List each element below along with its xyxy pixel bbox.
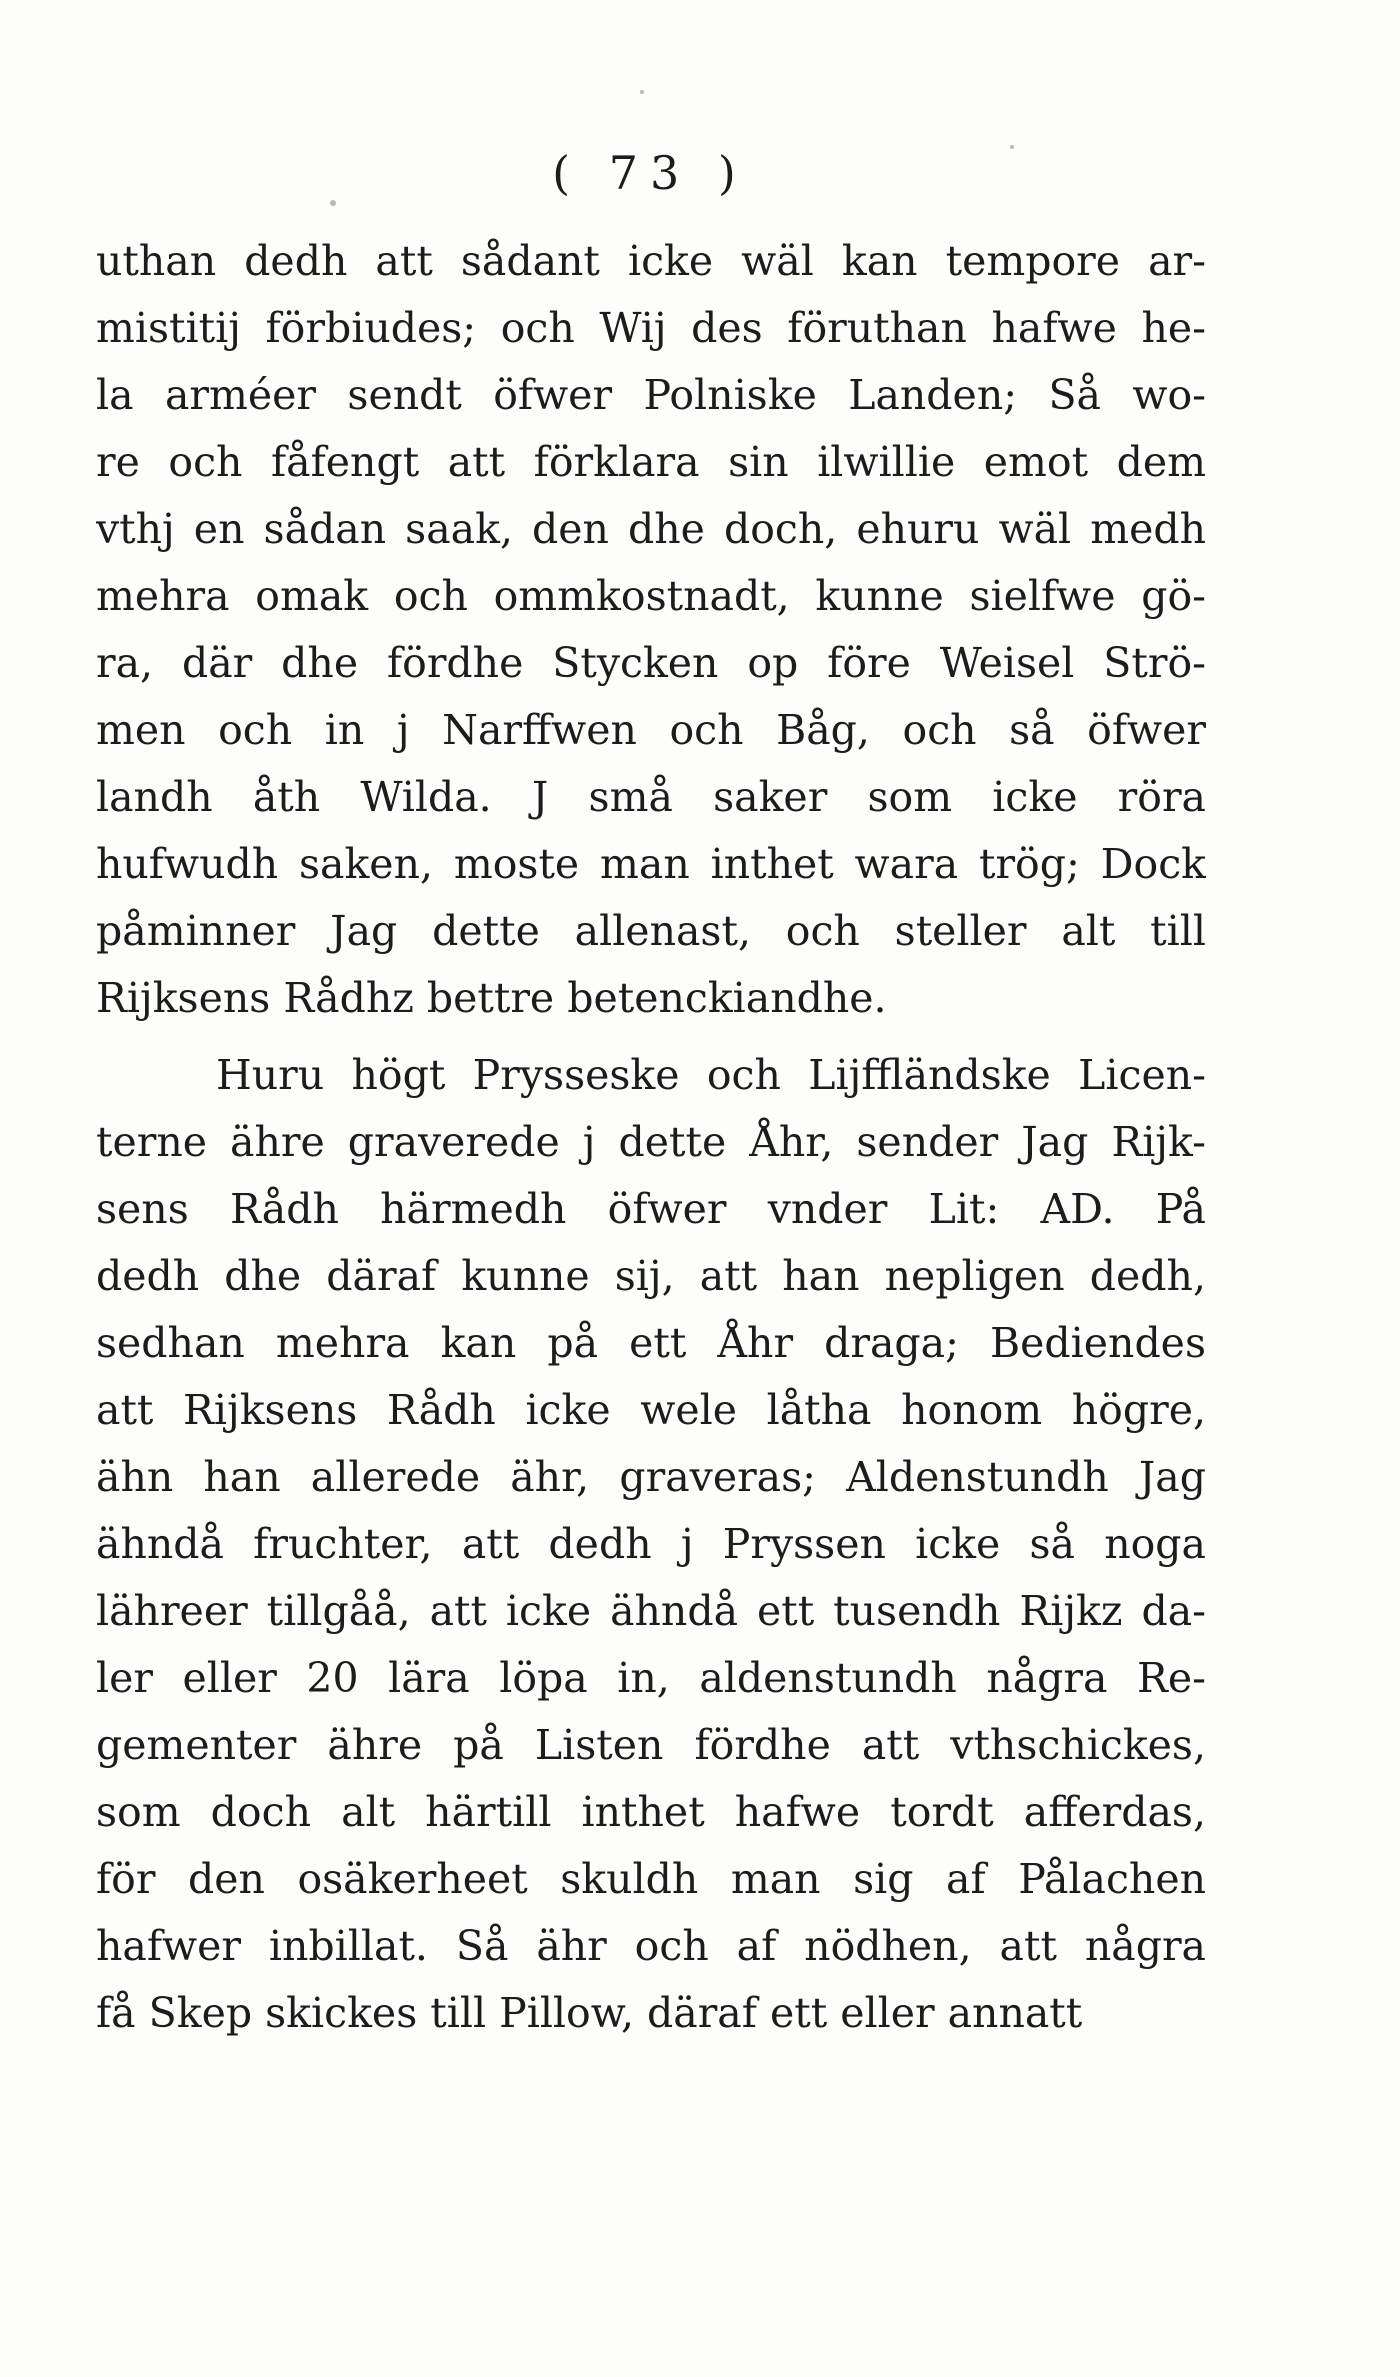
text-line: Rijksens Rådhz bettre betenckiandhe. xyxy=(96,974,887,1022)
text-line: men och in j Narffwen och Båg, och så öfwer xyxy=(96,706,1206,754)
text-line: påminner Jag dette allenast, och steller alt till xyxy=(96,907,1206,955)
scan-speck xyxy=(330,200,336,206)
text-line: Huru högt Prysseske och Lijffländske Licen- xyxy=(216,1051,1206,1099)
text-line: att Rijksens Rådh icke wele låtha honom högre, xyxy=(96,1386,1206,1434)
page-number: ( 73 ) xyxy=(552,146,748,200)
text-line: hufwudh saken, moste man inthet wara trög; Dock xyxy=(96,840,1206,888)
text-line: la arméer sendt öfwer Polniske Landen; Så wo- xyxy=(96,371,1206,419)
text-line: hafwer inbillat. Så ähr och af nödhen, att några xyxy=(96,1922,1206,1970)
text-line: ra, där dhe fördhe Stycken op före Weisel Strö- xyxy=(96,639,1206,687)
text-line: re och fåfengt att förklara sin ilwillie emot dem xyxy=(96,438,1206,486)
text-line: ähndå fruchter, att dedh j Pryssen icke så noga xyxy=(96,1520,1206,1568)
text-line: dedh dhe däraf kunne sij, att han nepligen dedh, xyxy=(96,1252,1206,1300)
text-line: för den osäkerheet skuldh man sig af Pålachen xyxy=(96,1855,1206,1903)
paragraph-2 xyxy=(96,1042,1206,2047)
text-line: få Skep skickes till Pillow, däraf ett eller annatt xyxy=(96,1989,1083,2037)
scan-speck xyxy=(1010,145,1014,149)
text-line: sedhan mehra kan på ett Åhr draga; Bediendes xyxy=(96,1319,1206,1367)
text-line: gementer ähre på Listen fördhe att vthschickes, xyxy=(96,1721,1206,1769)
text-line: uthan dedh att sådant icke wäl kan tempore ar- xyxy=(96,237,1206,285)
text-line: mehra omak och ommkostnadt, kunne sielfwe gö- xyxy=(96,572,1206,620)
text-line: mistitij förbiudes; och Wij des föruthan hafwe he- xyxy=(96,304,1206,352)
scan-speck xyxy=(640,90,644,94)
text-line: terne ähre graverede j dette Åhr, sender Jag Rijk- xyxy=(96,1118,1206,1166)
text-line: sens Rådh härmedh öfwer vnder Lit: AD. På xyxy=(96,1185,1206,1233)
text-line: ler eller 20 lära löpa in, aldenstundh några Re- xyxy=(96,1654,1206,1702)
text-line: som doch alt härtill inthet hafwe tordt afferdas, xyxy=(96,1788,1206,1836)
text-line: vthj en sådan saak, den dhe doch, ehuru wäl medh xyxy=(96,505,1206,553)
text-line: landh åth Wilda. J små saker som icke röra xyxy=(96,773,1206,821)
paragraph-1 xyxy=(96,228,1206,1032)
text-line: lähreer tillgåå, att icke ähndå ett tusendh Rijkz da- xyxy=(96,1587,1206,1635)
text-line: ähn han allerede ähr, graveras; Aldenstundh Jag xyxy=(96,1453,1206,1501)
